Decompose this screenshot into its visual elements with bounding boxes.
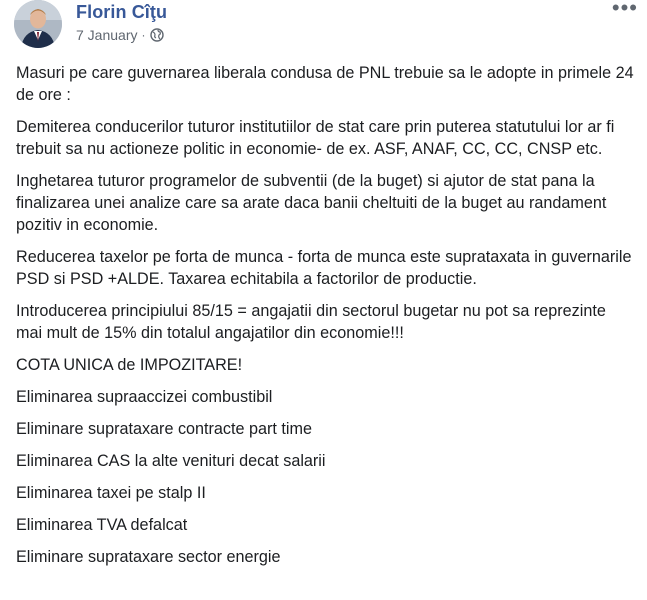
post-paragraph: Eliminare suprataxare contracte part time	[16, 420, 312, 438]
post-paragraph: Eliminarea TVA defalcat	[16, 516, 188, 534]
post-paragraph: Eliminarea CAS la alte venituri decat salarii	[16, 452, 326, 470]
post-paragraph: Introducerea principiului 85/15 = angajatii din sectorul bugetar nu pot sa reprezinte mai mult de 15% din totalul angajatilor din economie!!!	[16, 302, 606, 342]
post-paragraph: Masuri pe care guvernarea liberala condusa de PNL trebuie sa le adopte in primele 24 de ore :	[16, 64, 634, 104]
post-paragraph: Demiterea conducerilor tuturor institutiilor de stat care prin puterea statutului lor ar fi trebuit sa nu actioneze politic in economie- de ex. ASF, ANAF, CC, CC, CNSP etc.	[16, 118, 615, 158]
post-paragraph: Eliminarea taxei pe stalp II	[16, 484, 206, 502]
post-paragraph: Inghetarea tuturor programelor de subventii (de la buget) si ajutor de stat pana la finalizarea unei analize care sa arate daca banii cheltuiti de la buget au randament pozitiv in economie.	[16, 172, 607, 234]
post-paragraph: COTA UNICA de IMPOZITARE!	[16, 356, 243, 374]
post-date-link[interactable]: 7 January	[76, 27, 138, 43]
post-header	[14, 0, 638, 56]
meta-separator: ·	[141, 28, 146, 42]
more-options-icon[interactable]: •••	[611, 0, 638, 20]
post-paragraph: Reducerea taxelor pe forta de munca - forta de munca este suprataxata in guvernarile PSD si PSD +ALDE. Taxarea echitabila a factorilor de productie.	[16, 248, 632, 288]
globe-icon[interactable]	[150, 28, 164, 42]
author-name-link[interactable]: Florin Cîţu	[76, 2, 168, 22]
post-meta	[76, 27, 164, 43]
author-avatar[interactable]	[14, 0, 62, 48]
avatar-image	[14, 0, 62, 48]
post-content	[16, 62, 636, 578]
post-paragraph: Eliminare suprataxare sector energie	[16, 548, 281, 566]
post-paragraph: Eliminarea supraaccizei combustibil	[16, 388, 273, 406]
